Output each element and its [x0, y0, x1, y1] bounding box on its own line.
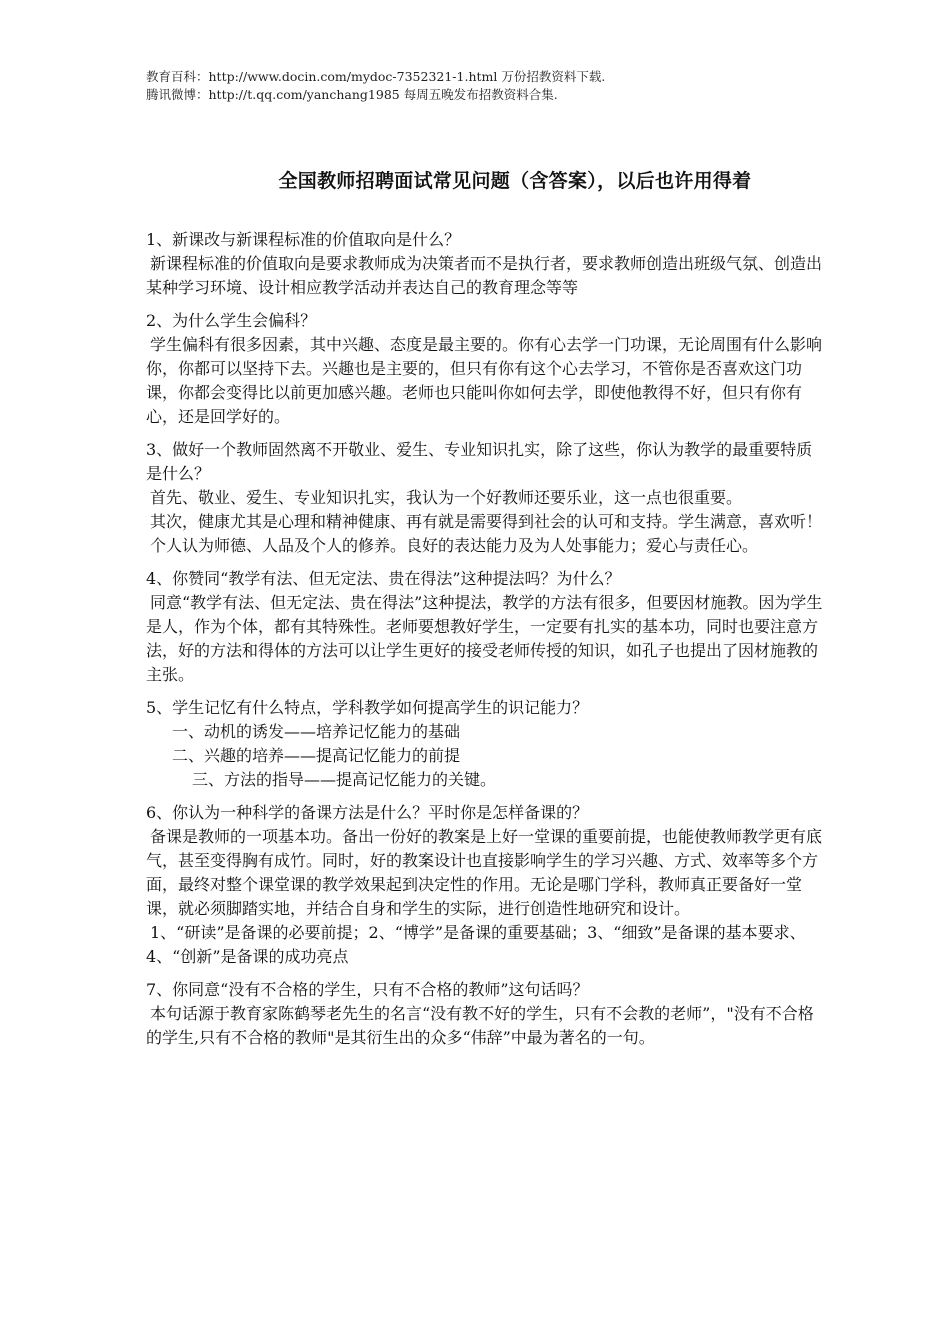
memory-method-list: [146, 720, 826, 792]
qa-item-6: [146, 801, 826, 969]
qa-item-3: [146, 438, 826, 558]
answer: 个人认为师德、人品及个人的修养。良好的表达能力及为人处事能力；爱心与责任心。: [150, 536, 759, 555]
answer: 1、“研读”是备课的必要前提；2、“博学”是备课的重要基础；3、“细致”是备课的基本要求、4、“创新”是备课的成功亮点: [146, 923, 806, 966]
qa-item-7: [146, 978, 826, 1050]
header-line-docin: 教育百科：http://www.docin.com/mydoc-7352321-1.html 万份招教资料下载.: [146, 69, 606, 84]
list-item: 二、兴趣的培养——提高记忆能力的前提: [172, 746, 461, 765]
answer: 同意“教学有法、但无定法、贵在得法”这种提法，教学的方法有很多，但要因材施教。因为学生是人，作为个体，都有其特殊性。老师要想教好学生，一定要有扎实的基本功，同时也要注意方法，好的方法和得体的方法可以让学生更好的接受老师传授的知识，如孔子也提出了因材施教的主张。: [146, 593, 823, 684]
question: 2、为什么学生会偏科？: [146, 311, 317, 330]
answer: 备课是教师的一项基本功。备出一份好的教案是上好一堂课的重要前提，也能使教师教学更有底气，甚至变得胸有成竹。同时，好的教案设计也直接影响学生的学习兴趣、方式、效率等多个方面，最终对整个课堂课的教学效果起到决定性的作用。无论是哪门学科，教师真正要备好一堂课，就必须脚踏实地，并结合自身和学生的实际，进行创造性地研究和设计。: [146, 827, 823, 918]
header-line-weibo: 腾讯微博：http://t.qq.com/yanchang1985 每周五晚发布招教资料合集.: [146, 87, 558, 102]
question: 4、你赞同“教学有法、但无定法、贵在得法”这种提法吗？为什么？: [146, 569, 621, 588]
qa-content: [146, 228, 826, 1059]
question: 5、学生记忆有什么特点，学科教学如何提高学生的识记能力？: [146, 698, 589, 717]
page-header: [146, 68, 605, 104]
answer: 首先、敬业、爱生、专业知识扎实，我认为一个好教师还要乐业，这一点也很重要。: [150, 488, 743, 507]
answer: 其次，健康尤其是心理和精神健康、再有就是需要得到社会的认可和支持。学生满意，喜欢听！: [150, 512, 823, 531]
question: 3、做好一个教师固然离不开敬业、爱生、专业知识扎实，除了这些，你认为教学的最重要特质是什么？: [146, 440, 813, 483]
list-item: 一、动机的诱发——培养记忆能力的基础: [172, 722, 461, 741]
question: 7、你同意“没有不合格的学生，只有不合格的教师”这句话吗？: [146, 980, 589, 999]
list-item: 三、方法的指导——提高记忆能力的关键。: [192, 770, 497, 789]
question: 6、你认为一种科学的备课方法是什么？平时你是怎样备课的？: [146, 803, 589, 822]
qa-item-1: [146, 228, 826, 300]
question: 1、新课改与新课程标准的价值取向是什么？: [146, 230, 461, 249]
document-title: 全国教师招聘面试常见问题（含答案），以后也许用得着: [278, 170, 752, 192]
answer: 学生偏科有很多因素，其中兴趣、态度是最主要的。你有心去学一门功课，无论周围有什么影响你，你都可以坚持下去。兴趣也是主要的，但只有你有这个心去学习，不管你是否喜欢这门功课，你都会变得比以前更加感兴趣。老师也只能叫你如何去学，即使他教得不好，但只有你有心，还是回学好的。: [146, 335, 823, 426]
qa-item-5: [146, 696, 826, 792]
qa-item-4: [146, 567, 826, 687]
answer: 本句话源于教育家陈鹤琴老先生的名言“没有教不好的学生，只有不会教的老师”，"没有不合格的学生,只有不合格的教师"是其衍生出的众多“伟辞”中最为著名的一句。: [146, 1004, 814, 1047]
qa-item-2: [146, 309, 826, 429]
answer: 新课程标准的价值取向是要求教师成为决策者而不是执行者，要求教师创造出班级气氛、创造出某种学习环境、设计相应教学活动并表达自己的教育理念等等: [146, 254, 823, 297]
